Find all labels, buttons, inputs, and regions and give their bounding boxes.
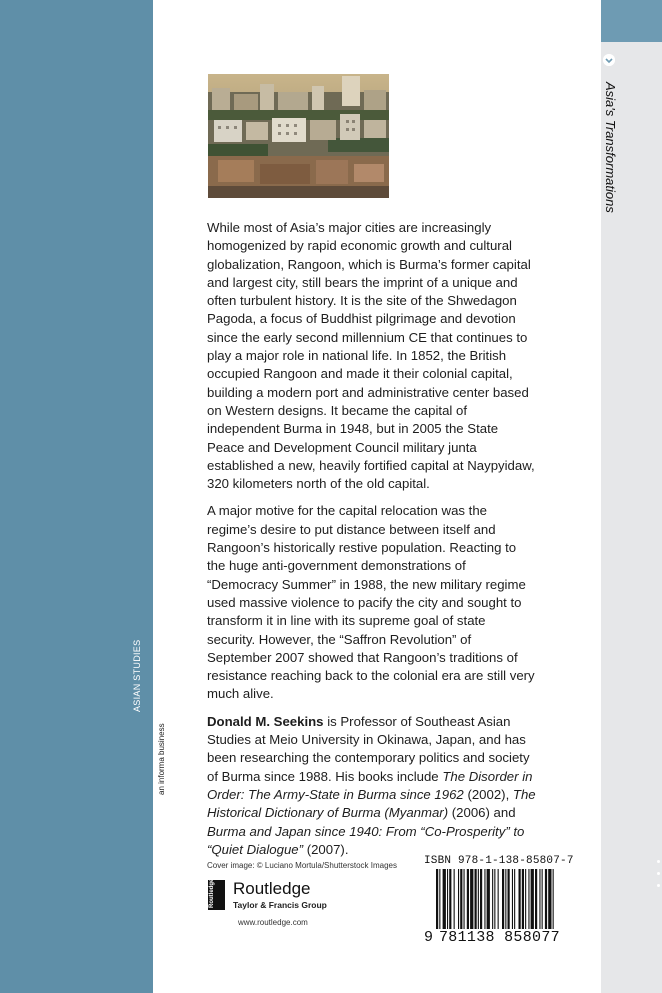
author-name: Donald M. Seekins [207,713,324,729]
publisher-url: www.routledge.com [238,918,308,927]
subject-label: ASIAN STUDIES [132,639,142,712]
isbn-label: ISBN 978-1-138-85807-7 [424,855,574,867]
blurb-paragraph-2: A major motive for the capital relocation was the regime’s desire to put distance between itself and Rangoon’s historically restive population. Reacting to the huge anti-government demonstrations of “Democracy Summer” in 1988, the new military regime used massive violence to pacify the city and sought to transform it in line with its supreme goal of state security. However, the “Saffron Revolution” of September 2007 showed that Rangoon’s traditions of resistance reaching back to the colonial era are still very much alive. [207,503,535,702]
book-title-1: The Disorder in Order: The Army-State in Burma since 1962 [207,768,533,802]
publisher-group: Taylor & Francis Group [233,900,327,910]
informa-imprint: an informa business [157,723,166,795]
right-band-top-block [601,0,662,42]
edge-dot [657,860,660,863]
cover-city-photo [208,74,389,198]
back-cover-blurb [207,219,537,868]
book-title-3: Burma and Japan since 1940: From “Co-Prosperity” to “Quiet Dialogue” [207,823,525,857]
isbn-barcode [424,869,584,937]
book-title-2: The Historical Dictionary of Burma (Myanmar) [207,786,536,821]
edge-dot [657,872,660,875]
routledge-logo-icon: Routledge [208,880,225,910]
left-color-band [0,0,153,993]
publisher-name: Routledge [233,879,311,898]
series-title: Asia's Transformations [603,82,618,213]
edge-dot [657,884,660,887]
blurb-paragraph-1: While most of Asia’s major cities are increasingly homogenized by rapid economic growth and cultural globalization, Rangoon, which is Burma’s former capital and largest city, still bears the imprint of a unique and often turbulent history. It is the site of the Shwedagon Pagoda, a focus of Buddhist pilgrimage and devotion since the early second millennium CE that continues to play a major role in national life. In 1852, the British occupied Rangoon and made it their colonial capital, building a modern port and administrative center based on Western designs. It became the capital of independent Burma in 1948, but in 2005 the State Peace and Development Council military junta established a new, heavily fortified capital at Naypyidaw, 320 kilometers north of the old capital. [207,220,535,492]
cover-image-credit: Cover image: © Luciano Mortula/Shutterstock Images [207,861,397,870]
series-chevron-icon [603,54,615,66]
author-bio: Donald M. Seekins is Professor of Southeast Asian Studies at Meio University in Okinawa, Japan, and has been researching the contemporary politics and society of Burma since 1988. His books include The Disorder in Order: The Army-State in Burma since 1962 (2002), The Historical Dictionary of Burma (Myanmar) (2006) and Burma and Japan since 1940: From “Co-Prosperity” to “Quiet Dialogue” (2007). [207,713,536,857]
